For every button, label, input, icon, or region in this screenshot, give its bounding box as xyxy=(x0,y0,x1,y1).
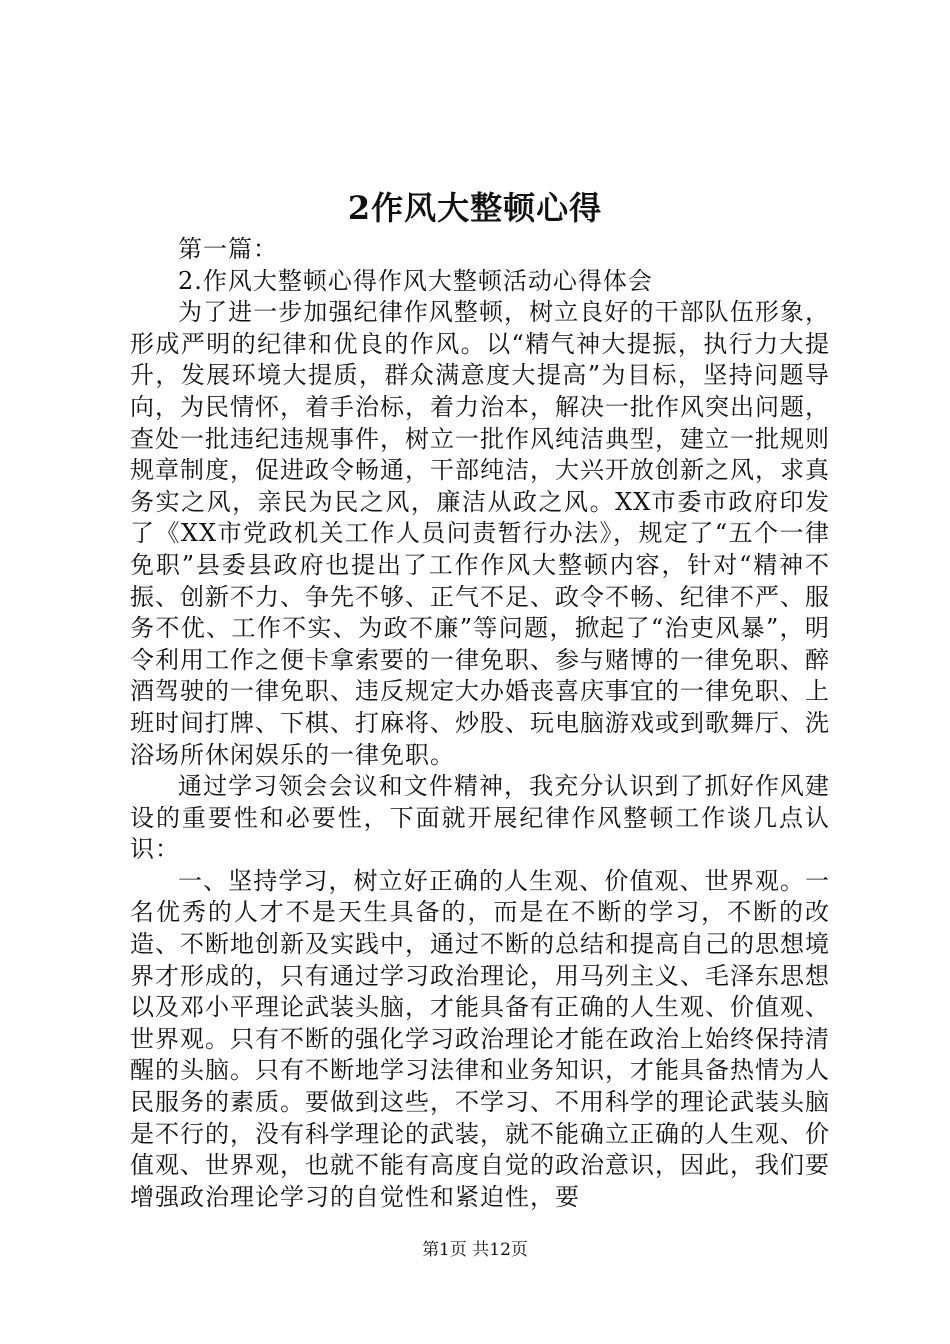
paragraph: 一、坚持学习，树立好正确的人生观、价值观、世界观。一名优秀的人才不是天生具备的，而是在不断的学习，不断的改造、不断地创新及实践中，通过不断的总结和提高自己的思想境界才形成的，只有通过学习政治理论，用马列主义、毛泽东思想以及邓小平理论武装头脑，才能具备有正确的人生观、价值观、世界观。只有不断的强化学习政治理论才能在政治上始终保持清醒的头脑。只有不断地学习法律和业务知识，才能具备热情为人民服务的素质。要做到这些，不学习、不用科学的理论武装头脑是不行的，没有科学理论的武装，就不能确立正确的人生观、价值观、世界观，也就不能有高度自觉的政治意识，因此，我们要增强政治理论学习的自觉性和紧迫性，要 xyxy=(130,866,830,1211)
article-subtitle: 2.作风大整顿心得作风大整顿活动心得体会 xyxy=(178,266,653,295)
document-title: 2作风大整顿心得 xyxy=(347,189,603,227)
paragraph: 通过学习领会会议和文件精神，我充分认识到了抓好作风建设的重要性和必要性，下面就开展纪律作风整顿工作谈几点认识： xyxy=(130,772,830,864)
document-body xyxy=(130,234,830,1213)
page-footer: 第1页 共12页 xyxy=(422,1240,528,1260)
paragraph: 为了进一步加强纪律作风整顿，树立良好的干部队伍形象，形成严明的纪律和优良的作风。以“精气神大提振，执行力大提升，发展环境大提质，群众满意度大提高”为目标，坚持问题导向，为民情怀，着手治标，着力治本，解决一批作风突出问题，查处一批违纪违规事件，树立一批作风纯洁典型，建立一批规则规章制度，促进政令畅通，干部纯洁，大兴开放创新之风，求真务实之风，亲民为民之风，廉洁从政之风。XX市委市政府印发了《XX市党政机关工作人员问责暂行办法》，规定了“五个一律免职”县委县政府也提出了工作作风大整顿内容，针对“精神不振、创新不力、争先不够、正气不足、政令不畅、纪律不严、服务不优、工作不实、为政不廉”等问题，掀起了“治吏风暴”，明令利用工作之便卡拿索要的一律免职、参与赌博的一律免职、醉酒驾驶的一律免职、违反规定大办婚丧喜庆事宜的一律免职、上班时间打牌、下棋、打麻将、炒股、玩电脑游戏或到歌舞厅、洗浴场所休闲娱乐的一律免职。 xyxy=(130,298,830,769)
section-label: 第一篇： xyxy=(178,235,278,263)
